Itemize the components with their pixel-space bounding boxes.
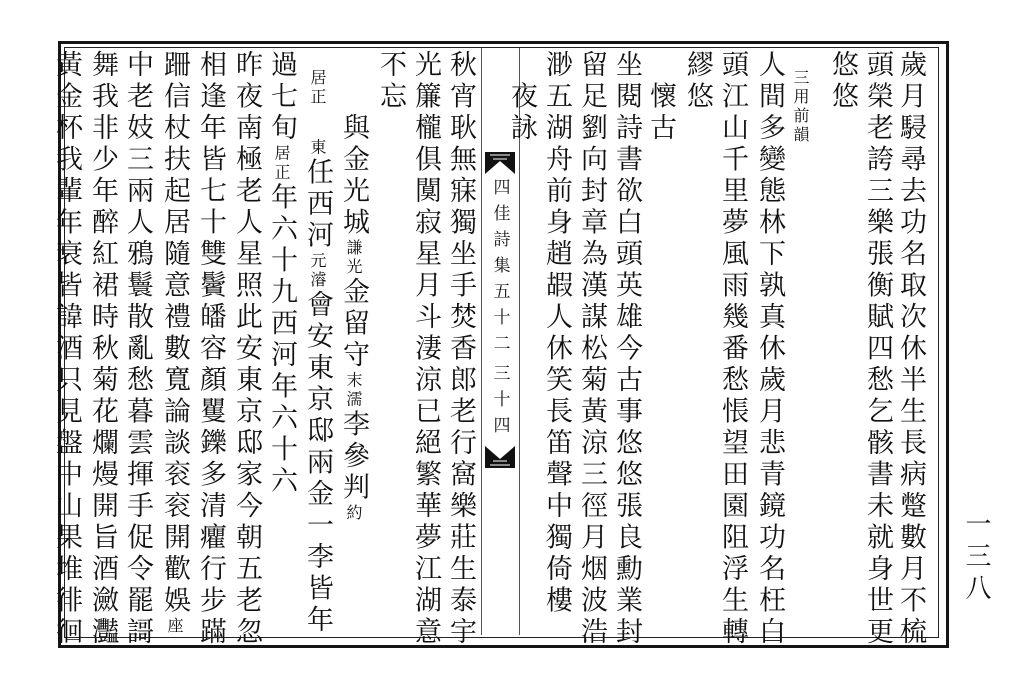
column-text: 渺五湖舟前身趙嘏人休笑長笛聲中獨倚樓 — [541, 50, 572, 617]
column-text: 金留守 — [338, 277, 369, 372]
column-text: 頭江山千里夢風雨幾番愁悵望田園阻浮生轉 — [717, 50, 748, 649]
column-text: 光簾櫳俱闃寂星月斗淒涼已絕繁華夢江湖意 — [410, 50, 441, 649]
folio-number: 三十四 — [489, 364, 510, 442]
column-text: 跚信杖扶起居隨意禮數寬論談衮衮開歡娛 — [159, 50, 190, 617]
text-column — [89, 50, 116, 649]
column-text: 黃金杯我輩年衰皆諱酒只見盤中山果堆徘徊 — [51, 50, 82, 649]
text-column — [340, 50, 367, 523]
column-text: 與金光城 — [338, 50, 369, 239]
column-text: 過七旬 — [266, 50, 297, 145]
annotation-text: 座 — [165, 617, 184, 636]
text-column — [124, 50, 151, 649]
annotation-text: 居正 — [272, 144, 291, 183]
annotation-text: 三用前韻 — [791, 50, 810, 145]
column-text: 會安東京邸兩金一李皆年 — [302, 290, 333, 637]
annotation-text: 末濡 — [344, 371, 363, 410]
column-text: 秋宵耿無寐獨坐手焚香郎老行窩樂莊生泰宇 — [445, 50, 476, 649]
page-number: 一三八 — [961, 510, 991, 606]
column-text: 昨夜南極老人星照此安東京邸家今朝五老忽 — [231, 50, 262, 649]
text-column — [864, 50, 891, 649]
column-text: 留足劉向封章為漢謀松菊黃涼三徑月烟波浩 — [576, 50, 607, 649]
annotation-text: 約 — [344, 504, 363, 523]
column-text: 任西河 — [302, 157, 333, 252]
text-column — [792, 50, 808, 145]
center-fold — [484, 152, 516, 524]
text-column — [412, 50, 439, 649]
column-text: 不忘 — [375, 50, 406, 113]
column-text — [302, 107, 333, 139]
column-text: 夜詠 — [506, 50, 537, 145]
fishtail-mark-bottom-icon — [485, 446, 515, 468]
text-column — [897, 50, 924, 649]
column-text: 坐閱詩書欲白頭英雄今古事悠悠張良勳業封 — [611, 50, 642, 649]
column-text: 中老妓三兩人鴉鬟散亂愁暮雲揮手促令罷謌 — [122, 50, 153, 649]
annotation-text: 居正 — [308, 50, 327, 107]
text-column — [508, 50, 535, 145]
text-column — [268, 50, 295, 498]
text-column — [756, 50, 783, 649]
text-column — [578, 50, 605, 649]
text-column — [719, 50, 746, 649]
column-text: 歲月駸尋去功名取次休半生長病蹩數月不梳 — [895, 50, 926, 649]
text-column — [543, 50, 570, 617]
column-text: 舞我非少年醉紅裙時秋菊花爛熳開旨酒瀲灩 — [87, 50, 118, 649]
fishtail-mark-top-icon — [485, 152, 515, 174]
column-text: 頭榮老誇三樂張衡賦四愁乞骸書未就身世更 — [862, 50, 893, 649]
column-text: 李參判 — [338, 409, 369, 504]
column-text: 相逢年皆七十雙鬢皤容顏矍鑠多清癯行步蹣 — [195, 50, 226, 649]
column-text: 懷古 — [645, 50, 676, 145]
column-text: 人間多變態林下孰真休歲月悲青鏡功名枉白 — [754, 50, 785, 649]
annotation-text: 謙光 — [344, 239, 363, 277]
text-column — [447, 50, 474, 649]
column-text: 悠悠 — [827, 50, 858, 113]
text-column — [829, 50, 856, 113]
center-rule-left — [481, 48, 482, 635]
annotation-text: 東 — [308, 138, 327, 158]
annotation-text: 元濬 — [308, 252, 327, 290]
text-column — [647, 50, 674, 145]
collection-title: 四佳詩集五十二 — [489, 178, 510, 360]
text-column — [304, 50, 331, 637]
column-text: 年六十九西河年六十六 — [266, 182, 297, 498]
text-column — [377, 50, 404, 113]
text-column — [613, 50, 640, 649]
text-column — [233, 50, 260, 649]
text-column — [684, 50, 711, 113]
column-text: 繆悠 — [682, 50, 713, 113]
text-column — [197, 50, 224, 649]
text-column — [161, 50, 188, 636]
text-column — [53, 50, 80, 649]
